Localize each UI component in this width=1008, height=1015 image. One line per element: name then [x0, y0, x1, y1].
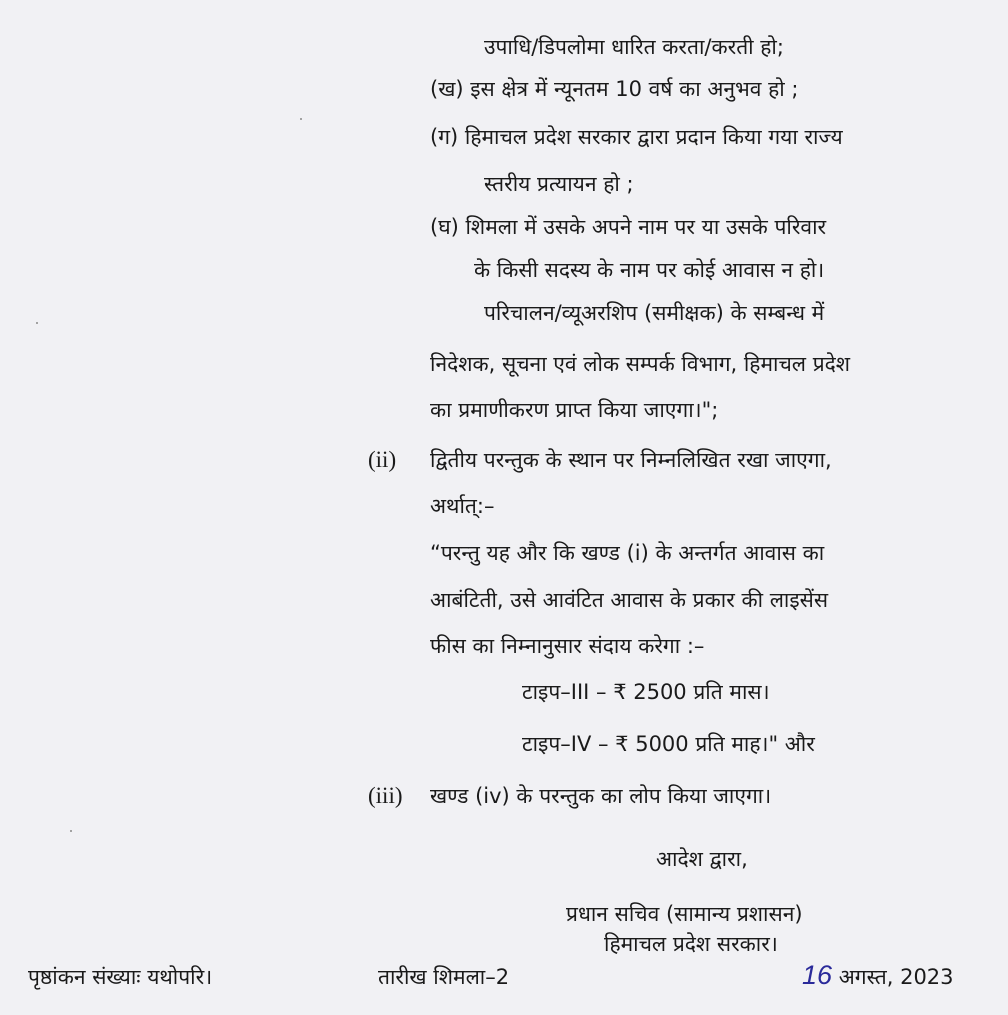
clause-ga-text: (ग) हिमाचल प्रदेश सरकार द्वारा प्रदान किया गया राज्य [430, 125, 843, 149]
text-line-10: द्वितीय परन्तुक के स्थान पर निम्नलिखित रखा जाएगा, [430, 448, 832, 472]
fee-type-iii: टाइप–III – ₹ 2500 प्रति मास। [522, 680, 770, 704]
fee-type-iv: टाइप–IV – ₹ 5000 प्रति माह।" और [522, 732, 815, 756]
footer-date [802, 961, 954, 991]
month-year: अगस्त, 2023 [838, 965, 954, 989]
handwritten-day: 16 [802, 960, 833, 990]
by-order: आदेश द्वारा, [656, 847, 748, 871]
text-line-2: (ख) इस क्षेत्र में न्यूनतम 10 वर्ष का अनुभव हो ; [430, 77, 799, 101]
text-line-4: स्तरीय प्रत्यायन हो ; [484, 172, 634, 196]
text-line-11: अर्थात्:– [430, 494, 495, 518]
scan-speck [300, 118, 302, 120]
scan-speck [70, 830, 72, 832]
clause-number-ii: (ii) [368, 447, 397, 472]
clause-number-iii: (iii) [368, 783, 403, 808]
text-line-6: के किसी सदस्य के नाम पर कोई आवास न हो। [474, 258, 825, 282]
text-line-14: फीस का निम्नानुसार संदाय करेगा :– [430, 634, 705, 658]
text-line-1: उपाधि/डिपलोमा धारित करता/करती हो; [484, 35, 784, 59]
text-line-8: निदेशक, सूचना एवं लोक सम्पर्क विभाग, हिमाचल प्रदेश [430, 352, 851, 376]
text-line-12: “परन्तु यह और कि खण्ड (i) के अन्तर्गत आवास का [430, 541, 825, 565]
signatory-designation: प्रधान सचिव (सामान्य प्रशासन) [566, 902, 803, 926]
text-line-13: आबंटिती, उसे आवंटित आवास के प्रकार की लाइसेंस [430, 588, 829, 612]
signatory-government: हिमाचल प्रदेश सरकार। [604, 932, 778, 956]
text-line-3 [430, 123, 958, 151]
text-line-5: (घ) शिमला में उसके अपने नाम पर या उसके परिवार [430, 215, 827, 239]
endorsement-number: पृष्ठांकन संख्याः यथोपरि। [28, 965, 213, 989]
text-line-7: परिचालन/व्यूअरशिप (समीक्षक) के सम्बन्ध में [484, 301, 825, 325]
text-line-17: खण्ड (iv) के परन्तुक का लोप किया जाएगा। [430, 784, 772, 808]
scan-speck [36, 322, 38, 324]
text-line-9: का प्रमाणीकरण प्राप्त किया जाएगा।"; [430, 398, 719, 422]
date-place: तारीख शिमला–2 [378, 965, 510, 989]
